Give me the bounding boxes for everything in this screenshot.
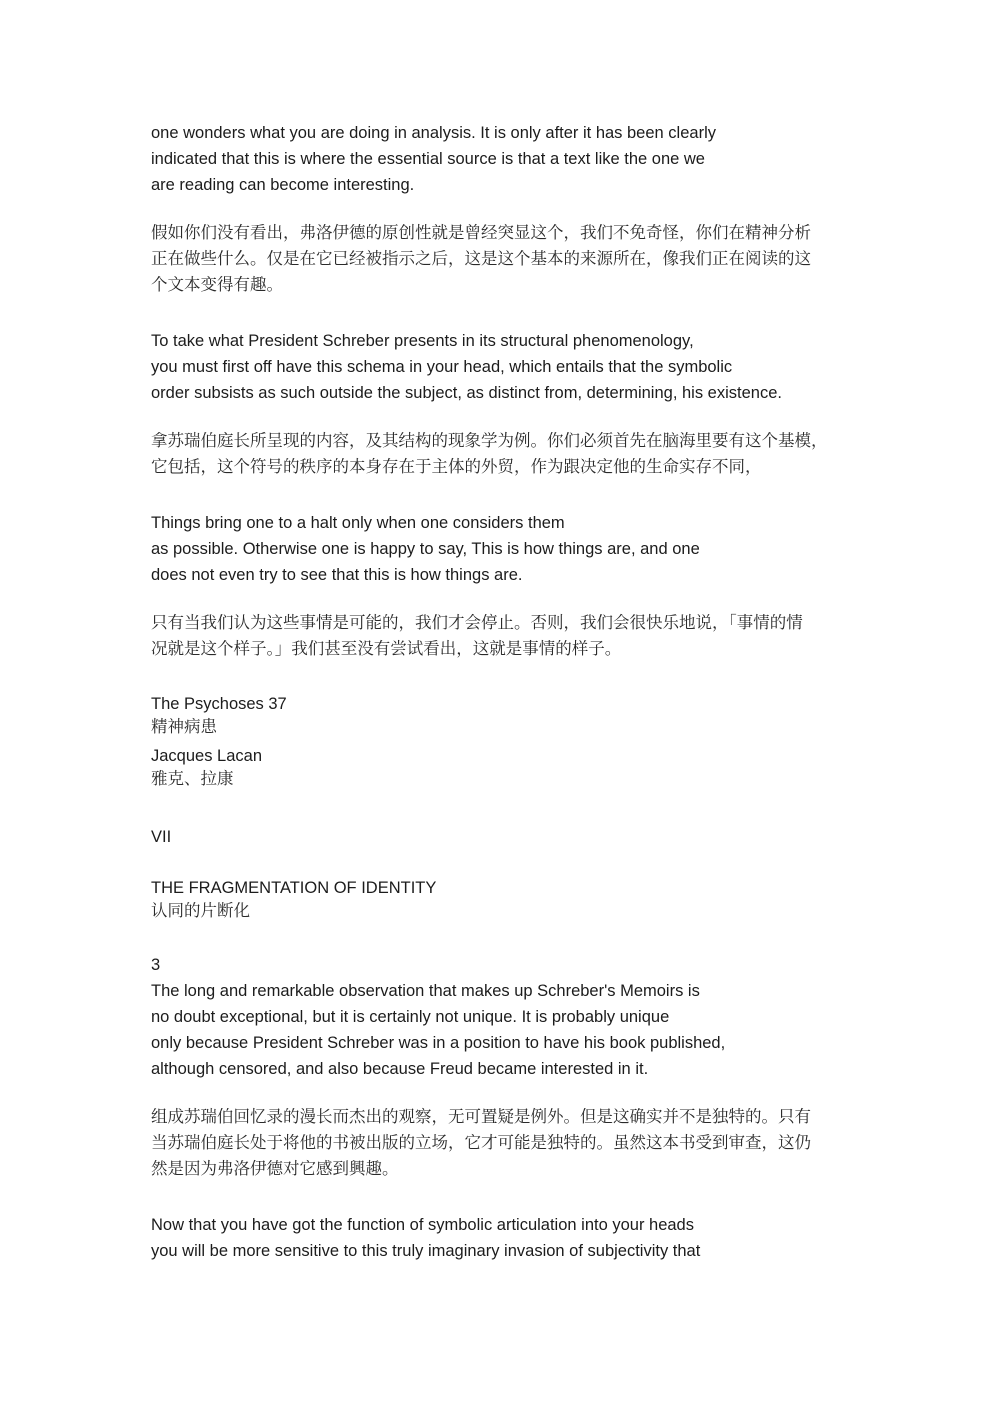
text-line: only because President Schreber was in a position to have his book published, — [151, 1034, 726, 1052]
paragraph-zh — [151, 428, 851, 480]
text-line: does not even try to see that this is how things are. — [151, 566, 523, 584]
text-line: 当苏瑞伯庭长处于将他的书被出版的立场，它才可能是独特的。虽然这本书受到审查，这仍 — [151, 1133, 811, 1152]
book-title — [151, 692, 851, 716]
text-line: 认同的片断化 — [151, 901, 250, 920]
text-line: 组成苏瑞伯回忆录的漫长而杰出的观察，无可置疑是例外。但是这确实并不是独特的。只有 — [151, 1107, 811, 1126]
text-line: you must first off have this schema in your head, which entails that the symbolic — [151, 358, 733, 376]
text-line: no doubt exceptional, but it is certainly not unique. It is probably unique — [151, 1008, 670, 1026]
paragraph-zh — [151, 610, 851, 662]
section-number: 3 — [151, 956, 161, 974]
text-line: are reading can become interesting. — [151, 176, 415, 194]
document-page — [151, 120, 851, 1264]
text-line: 个文本变得有趣。 — [151, 275, 283, 294]
author-name-zh — [151, 768, 851, 790]
text-line: 然是因为弗洛伊德对它感到興趣。 — [151, 1159, 399, 1178]
chapter-title — [151, 876, 851, 900]
text-line: order subsists as such outside the subject, as distinct from, determining, his existence. — [151, 384, 782, 402]
paragraph-en — [151, 952, 851, 1082]
book-title-zh — [151, 716, 851, 738]
text-line: one wonders what you are doing in analysis. It is only after it has been clearly — [151, 124, 716, 142]
text-line: 精神病患 — [151, 717, 217, 736]
text-line: To take what President Schreber presents in its structural phenomenology, — [151, 332, 694, 350]
paragraph-zh — [151, 1104, 851, 1182]
text-line: The Psychoses 37 — [151, 695, 287, 713]
text-line: 只有当我们认为这些事情是可能的，我们才会停止。否则，我们会很快乐地说，「事情的情 — [151, 613, 803, 632]
text-line: Things bring one to a halt only when one considers them — [151, 514, 565, 532]
text-line: indicated that this is where the essential source is that a text like the one we — [151, 150, 705, 168]
paragraph-zh — [151, 220, 851, 298]
text-line: 拿苏瑞伯庭长所呈现的内容，及其结构的现象学为例。你们必须首先在脑海里要有这个基模， — [151, 431, 828, 450]
text-line: 雅克、拉康 — [151, 769, 234, 788]
text-line: 况就是这个样子。」我们甚至没有尝试看出，这就是事情的样子。 — [151, 639, 622, 658]
text-line: 它包括，这个符号的秩序的本身存在于主体的外贸，作为跟决定他的生命实存不同， — [151, 457, 762, 476]
paragraph-en — [151, 328, 851, 406]
chapter-title-zh — [151, 900, 851, 922]
paragraph-en — [151, 1212, 851, 1264]
author-name — [151, 744, 851, 768]
chapter-number — [151, 824, 851, 850]
text-line: 假如你们没有看出，弗洛伊德的原创性就是曾经突显这个，我们不免奇怪，你们在精神分析 — [151, 223, 811, 242]
text-line: VII — [151, 828, 172, 846]
text-line: The long and remarkable observation that makes up Schreber's Memoirs is — [151, 982, 700, 1000]
paragraph-en — [151, 510, 851, 588]
text-line: THE FRAGMENTATION OF IDENTITY — [151, 879, 437, 897]
text-line: Jacques Lacan — [151, 747, 262, 765]
paragraph-en — [151, 120, 851, 198]
text-line: you will be more sensitive to this truly imaginary invasion of subjectivity that — [151, 1242, 701, 1260]
text-line: as possible. Otherwise one is happy to say, This is how things are, and one — [151, 540, 700, 558]
text-line: although censored, and also because Freud became interested in it. — [151, 1060, 649, 1078]
text-line: 正在做些什么。仅是在它已经被指示之后，这是这个基本的来源所在，像我们正在阅读的这 — [151, 249, 811, 268]
text-line: Now that you have got the function of symbolic articulation into your heads — [151, 1216, 694, 1234]
